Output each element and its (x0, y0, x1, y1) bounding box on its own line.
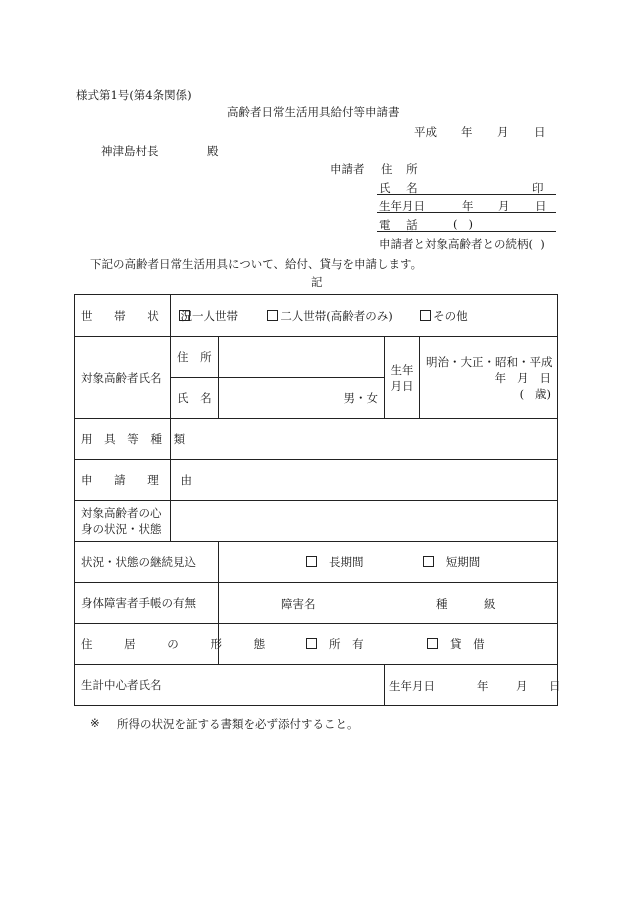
breadwinner-birth-cell[interactable] (385, 665, 561, 706)
applicant-birthdate-label: 生年月日 (379, 199, 425, 213)
breadwinner-row (75, 665, 558, 706)
checkbox-icon[interactable] (427, 638, 438, 649)
era-options: 明治・大正・昭和・平成 (426, 354, 553, 369)
subject-name-field-label: 氏 名 (171, 378, 219, 419)
continuation-option-long[interactable] (306, 555, 364, 569)
era-label: 平成 (414, 125, 437, 139)
subject-address-label: 住 所 (171, 337, 219, 378)
intro-text: 下記の高齢者日常生活用具について、給付、貸与を申請します。 (90, 257, 423, 271)
applicant-name-label: 氏 名 (379, 181, 424, 195)
disability-value[interactable] (219, 583, 558, 624)
year-label: 年 (461, 125, 473, 139)
birth-label-line1: 生年 (390, 362, 414, 377)
application-table (74, 294, 561, 706)
birthdate-underline (377, 212, 556, 213)
birth-month-label: 月 (498, 199, 510, 213)
birth-label-line2: 月日 (390, 378, 414, 393)
disability-type-label: 種 (436, 597, 448, 611)
option-label: 一人世帯 (192, 308, 238, 323)
subject-birth-label (385, 337, 420, 419)
applicant-label: 申請者 (330, 162, 365, 176)
subject-name-label: 対象高齢者氏名 (75, 337, 171, 419)
note-text: 所得の状況を証する書類を必ず添付すること。 (117, 717, 359, 731)
phone-parens: ( ) (453, 217, 473, 231)
birth-day-label: 日 (535, 199, 547, 213)
household-option-single[interactable] (179, 309, 238, 323)
subject-birth-value[interactable] (420, 337, 558, 419)
option-label: 二人世帯(高齢者のみ) (280, 308, 393, 323)
reason-label: 申 請 理 由 (75, 460, 171, 501)
equipment-value[interactable] (171, 419, 558, 460)
breadwinner-month-label: 月 (516, 679, 528, 693)
breadwinner-label: 生計中心者氏名 (81, 678, 162, 692)
option-label: 所 有 (329, 637, 368, 651)
day-label: 日 (534, 125, 546, 139)
residence-row (75, 624, 558, 665)
gender-options[interactable]: 男・女 (343, 391, 378, 405)
continuation-option-short[interactable] (423, 555, 481, 569)
equipment-row (75, 419, 558, 460)
household-options (171, 295, 558, 337)
reason-row (75, 460, 558, 501)
month-label: 月 (497, 125, 509, 139)
birth-ymd: 年 月 日 (494, 370, 552, 385)
relation-label: 申請者と対象高齢者との続柄( ) (379, 237, 545, 251)
birth-year-label: 年 (462, 199, 474, 213)
checkbox-icon[interactable] (306, 638, 317, 649)
form-number: 様式第1号(第4条関係) (76, 88, 192, 102)
residence-label: 住 居 の 形 態 (75, 624, 219, 665)
disability-grade-label: 級 (484, 597, 496, 611)
equipment-label: 用 具 等 種 類 (75, 419, 171, 460)
addressee-honorific: 殿 (207, 144, 219, 158)
seal-mark: 印 (532, 181, 544, 195)
note-mark: ※ (90, 716, 100, 730)
continuation-options (219, 542, 558, 583)
continuation-label: 状況・状態の継続見込 (75, 542, 219, 583)
breadwinner-cell[interactable] (75, 665, 385, 706)
addressee-name: 神津島村長 (101, 144, 159, 158)
residence-option-own[interactable] (306, 637, 368, 651)
option-label: 貸 借 (449, 637, 489, 651)
checkbox-icon[interactable] (420, 310, 431, 321)
phone-underline (377, 231, 556, 232)
household-label: 世 帯 状 況 (75, 295, 171, 337)
disability-name-label: 障害名 (281, 597, 316, 611)
name-underline (377, 194, 556, 195)
subject-address-value[interactable] (219, 337, 385, 378)
checkbox-icon[interactable] (423, 556, 434, 567)
breadwinner-birth-label: 生年月日 (389, 679, 435, 693)
condition-label-line2: 身の状況・状態 (81, 522, 162, 536)
checkbox-icon[interactable] (267, 310, 278, 321)
household-option-couple[interactable] (267, 309, 392, 323)
applicant-address-label: 住 所 (381, 162, 423, 176)
ki-heading: 記 (311, 275, 323, 289)
option-label: 短期間 (445, 555, 481, 569)
checkbox-icon[interactable] (306, 556, 317, 567)
option-label: 長期間 (329, 555, 364, 569)
document-title: 高齢者日常生活用具給付等申請書 (227, 105, 400, 119)
condition-value[interactable] (171, 501, 558, 542)
disability-row (75, 583, 558, 624)
subject-name-value[interactable] (219, 378, 385, 419)
condition-label-line1: 対象高齢者の心 (81, 506, 162, 520)
checkbox-icon[interactable] (179, 310, 190, 321)
disability-label: 身体障害者手帳の有無 (75, 583, 219, 624)
household-option-other[interactable] (420, 309, 468, 323)
option-label: その他 (433, 308, 468, 323)
breadwinner-day-label: 日 (549, 679, 561, 693)
condition-row (75, 501, 558, 542)
condition-label (75, 501, 171, 542)
subject-address-row (75, 337, 558, 378)
applicant-phone-label: 電 話 (379, 218, 424, 232)
reason-value[interactable] (171, 460, 558, 501)
breadwinner-year-label: 年 (477, 679, 489, 693)
continuation-row (75, 542, 558, 583)
household-row (75, 295, 558, 337)
age-field: ( 歳) (519, 386, 552, 401)
residence-option-rent[interactable] (427, 637, 489, 651)
